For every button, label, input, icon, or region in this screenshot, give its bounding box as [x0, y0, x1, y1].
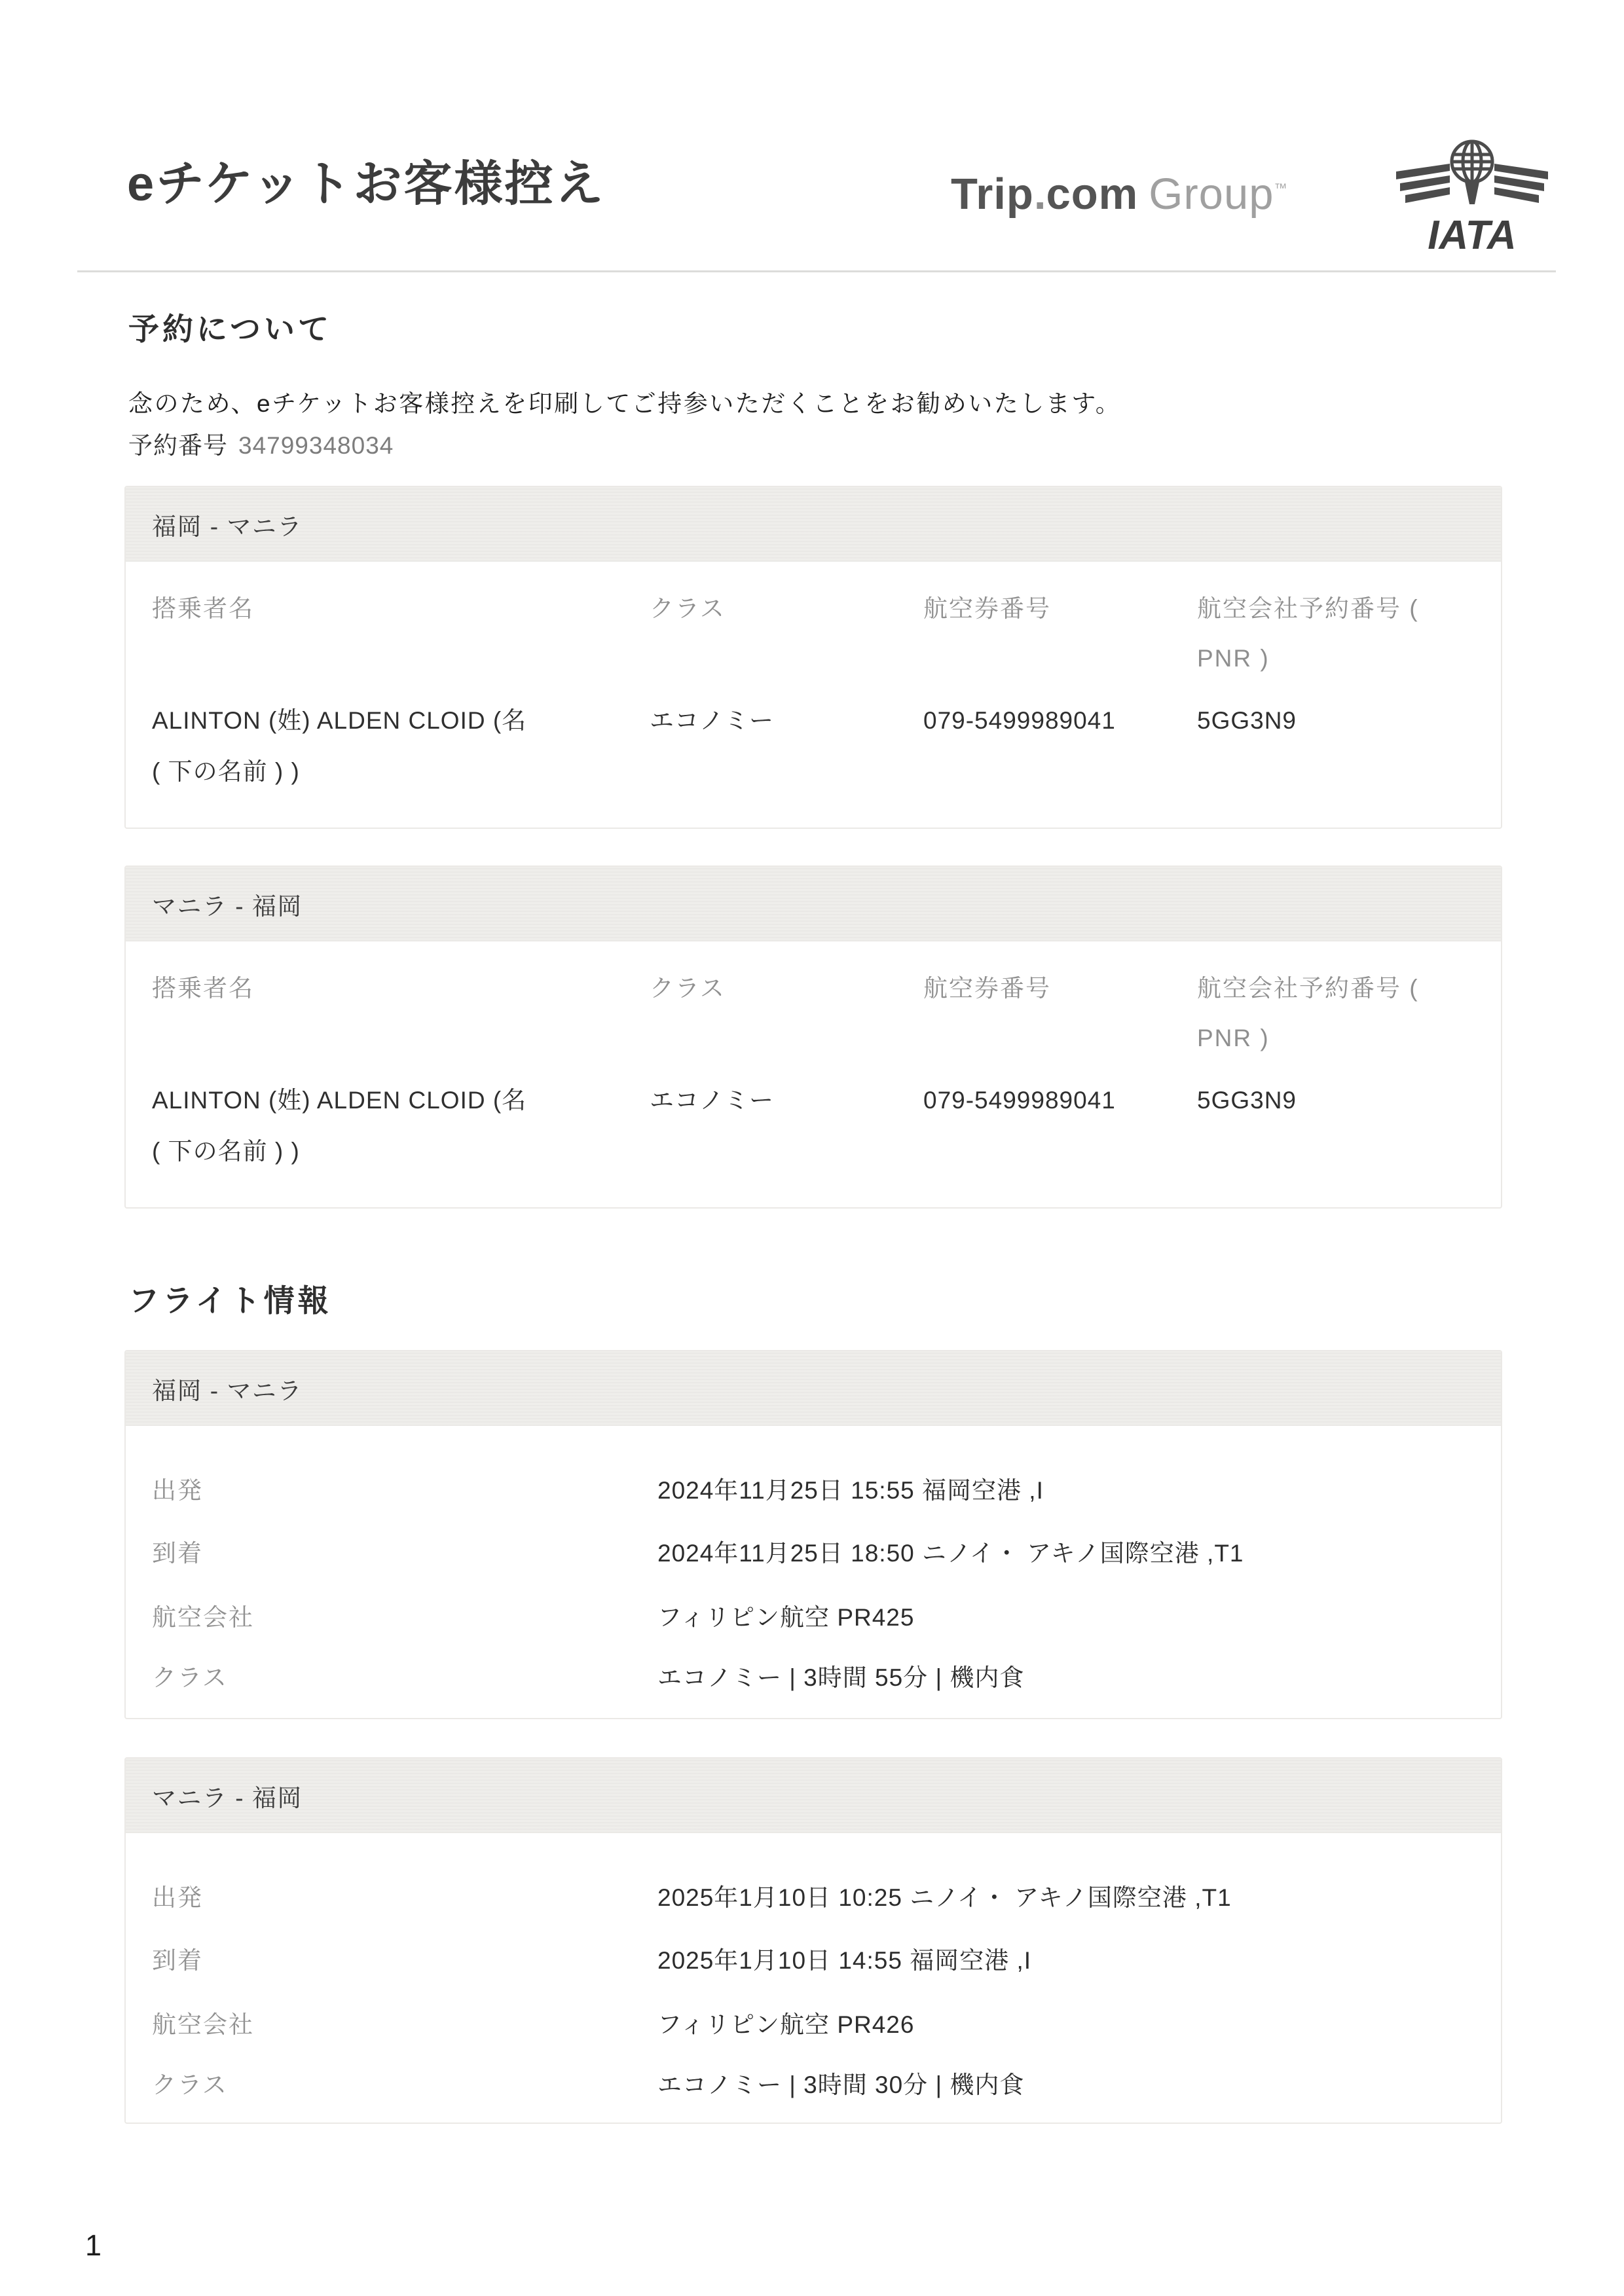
brand-dot: .	[1033, 170, 1046, 219]
brand-com: com	[1046, 170, 1139, 219]
tripcom-group-logo	[951, 169, 1287, 219]
brand-group: Group	[1149, 170, 1274, 219]
booking-number-label: 予約番号	[128, 432, 228, 459]
departure-value: 2025年1月10日 10:25 ニノイ・ アキノ国際空港 ,T1	[657, 1884, 1232, 1911]
departure-value: 2024年11月25日 15:55 福岡空港 ,I	[657, 1477, 1044, 1504]
route-title: マニラ - 福岡	[152, 1785, 303, 1812]
col-pnr	[1197, 584, 1419, 683]
pnr-code: 5GG3N9	[1197, 707, 1297, 734]
iata-text: IATA	[1428, 213, 1517, 258]
label-class: クラス	[152, 1664, 228, 1691]
col-passenger: 搭乗者名	[152, 595, 254, 622]
cabin-class: エコノミー	[650, 707, 774, 734]
flight-card-outbound	[124, 1350, 1502, 1719]
class-value: エコノミー | 3時間 30分 | 機内食	[657, 2071, 1025, 2098]
class-value: エコノミー | 3時間 55分 | 機内食	[657, 1664, 1025, 1691]
passenger-name	[152, 695, 526, 797]
col-pnr-line1: 航空会社予約番号 (	[1197, 975, 1419, 1002]
label-class: クラス	[152, 2071, 228, 2098]
passenger-name	[152, 1075, 526, 1177]
cabin-class: エコノミー	[650, 1087, 774, 1114]
passenger-name-line2: ( 下の名前 ) )	[152, 758, 300, 785]
col-class: クラス	[650, 975, 726, 1002]
col-pnr	[1197, 964, 1419, 1063]
col-pnr-line2: PNR )	[1197, 645, 1270, 672]
col-pnr-line1: 航空会社予約番号 (	[1197, 595, 1419, 622]
booking-number-line	[128, 426, 394, 461]
ticket-number: 079-5499989041	[923, 707, 1116, 734]
col-pnr-line2: PNR )	[1197, 1025, 1270, 1051]
label-departure: 出発	[152, 1477, 203, 1504]
passenger-name-line1: ALINTON (姓) ALDEN CLOID (名	[152, 707, 527, 734]
route-title: 福岡 - マニラ	[152, 513, 303, 540]
page-title: eチケットお客様控え	[127, 156, 606, 211]
passenger-name-line2: ( 下の名前 ) )	[152, 1138, 300, 1165]
passenger-name-line1: ALINTON (姓) ALDEN CLOID (名	[152, 1087, 527, 1114]
header-divider	[77, 270, 1556, 272]
brand-trip: Trip	[951, 170, 1034, 219]
flight-card-return-header	[126, 1758, 1501, 1833]
booking-number-value: 34799348034	[238, 432, 394, 459]
flight-card-return	[124, 1757, 1502, 2124]
col-passenger: 搭乗者名	[152, 975, 254, 1002]
booking-card-return-header	[126, 867, 1501, 941]
booking-card-outbound-header	[126, 487, 1501, 562]
col-class: クラス	[650, 595, 726, 622]
label-departure: 出発	[152, 1884, 203, 1911]
iata-logo-icon	[1393, 131, 1551, 259]
arrival-value: 2025年1月10日 14:55 福岡空港 ,I	[657, 1947, 1032, 1974]
page-number: 1	[85, 2229, 102, 2262]
col-ticket-number: 航空券番号	[923, 975, 1051, 1002]
booking-section-heading: 予約について	[128, 312, 333, 346]
airline-value: フィリピン航空 PR426	[657, 2011, 915, 2038]
label-arrival: 到着	[152, 1947, 203, 1974]
booking-note: 念のため、eチケットお客様控えを印刷してご持参いただくことをお勧めいたします。	[128, 390, 1122, 417]
label-airline: 航空会社	[152, 1604, 254, 1631]
route-title: 福岡 - マニラ	[152, 1377, 303, 1404]
brand-trademark: ™	[1274, 181, 1287, 196]
label-airline: 航空会社	[152, 2011, 254, 2038]
flight-card-outbound-header	[126, 1351, 1501, 1426]
arrival-value: 2024年11月25日 18:50 ニノイ・ アキノ国際空港 ,T1	[657, 1540, 1244, 1567]
booking-card-return	[124, 866, 1502, 1209]
airline-value: フィリピン航空 PR425	[657, 1604, 915, 1631]
ticket-number: 079-5499989041	[923, 1087, 1116, 1114]
col-ticket-number: 航空券番号	[923, 595, 1051, 622]
booking-card-outbound	[124, 486, 1502, 829]
label-arrival: 到着	[152, 1540, 203, 1567]
route-title: マニラ - 福岡	[152, 893, 303, 920]
pnr-code: 5GG3N9	[1197, 1087, 1297, 1114]
flight-section-heading: フライト情報	[128, 1283, 332, 1318]
